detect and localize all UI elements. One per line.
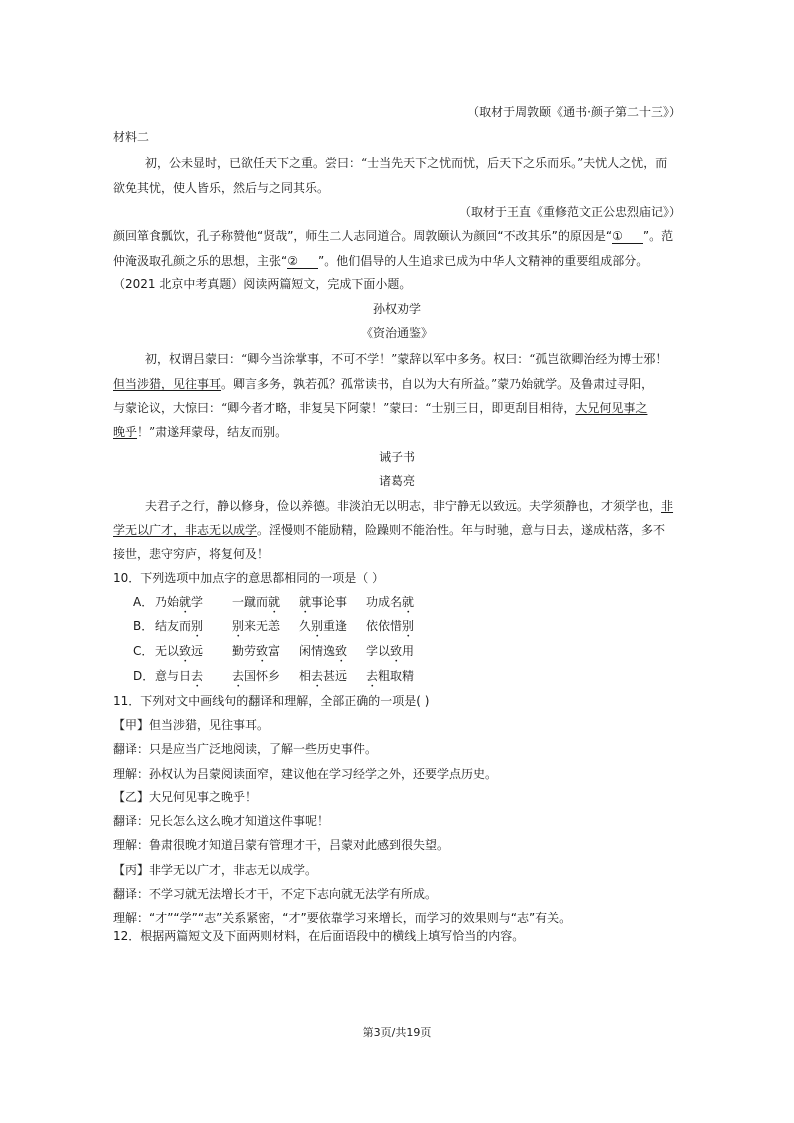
q10-phrase: 去粗取精 <box>366 669 415 683</box>
passage-one-line-4 <box>113 424 287 440</box>
underlined-sentence-yi-part1: 大兄何见事之 <box>575 401 648 415</box>
q10-phrase: 相去甚远 <box>299 669 348 683</box>
passage-two-line-1 <box>145 498 673 514</box>
emphasized-char: 去 <box>366 669 379 683</box>
passage-two-line-3: 接世，悲守穷庐，将复何及！ <box>113 547 270 561</box>
underlined-sentence-jia: 但当涉猎，见往事耳 <box>113 377 222 391</box>
page-footer: 第3页/共19页 <box>362 1026 432 1039</box>
reading-intro: （2021 北京中考真题）阅读两篇短文，完成下面小题。 <box>113 277 412 291</box>
q10-phrase: 意与日去 <box>155 669 204 683</box>
q11-row: 理解：鲁肃很晚才知道吕蒙有管理才干，吕蒙对此感到很失望。 <box>113 838 450 852</box>
passage-one-source: 《资治通鉴》 <box>360 326 433 340</box>
q10-phrase: 闲情逸致 <box>299 644 348 658</box>
underlined-sentence-bing-part1: 非 <box>661 499 674 513</box>
q11-row: 理解：“才”“学”“志”关系紧密，“才”要依靠学习来增长，而学习的效果则与“志”有关。 <box>113 911 572 925</box>
emphasized-char: 别 <box>232 619 245 633</box>
fill-blank-2: ② <box>287 254 318 269</box>
q10-phrase: 别来无恙 <box>232 619 281 633</box>
q10-phrase: 勤劳致富 <box>232 644 281 658</box>
q10-phrase: 学以致用 <box>366 644 415 658</box>
q10-phrase: 就事论事 <box>299 595 348 609</box>
q10-phrase: 结友而别 <box>155 619 204 633</box>
material-two-label: 材料二 <box>113 130 150 144</box>
passage-one-line-3 <box>113 400 647 416</box>
passage-one-line-4-rest: ！”肃遂拜蒙母，结友而别。 <box>137 425 288 439</box>
q11-row: 翻译：兄长怎么这么晚才知道这件事呢！ <box>113 814 330 828</box>
fill-paragraph-line-1 <box>113 228 673 244</box>
passage-one-title: 孙权劝学 <box>372 302 421 316</box>
passage-two-title: 诫子书 <box>378 450 415 464</box>
passage-two-line-2 <box>113 522 665 538</box>
passage-one-line-2 <box>113 376 653 392</box>
q11-row: 【甲】但当涉猎，见往事耳。 <box>113 718 270 732</box>
passage-two-line-1-text: 夫君子之行，静以修身，俭以养德。非淡泊无以明志，非宁静无以致远。夫学须静也，才须学也， <box>145 499 662 513</box>
question-11: 11．下列对文中画线句的翻译和理解，全部正确的一项是( ) <box>113 694 430 708</box>
underlined-sentence-bing-part2: 学无以广才，非志无以成学 <box>113 523 258 537</box>
emphasized-char: 致 <box>335 644 348 658</box>
fill-paragraph-line-2 <box>113 253 648 269</box>
source-citation-top: （取材于周敦颐《通书·颜子第二十三》） <box>467 105 681 119</box>
material-two-source: （取材于王直《重修范文正公忠烈庙记》） <box>458 205 681 219</box>
material-two-line-2: 欲免其忧，使人皆乐，然后与之同其乐。 <box>113 181 330 195</box>
emphasized-char: 别 <box>311 619 324 633</box>
passage-two-author: 诸葛亮 <box>378 474 415 488</box>
fill-text-1a: 颜回箪食瓢饮，孔子称赞他“贤哉”，师生二人志同道合。周敦颐认为颜回“不改其乐”的原因是“ <box>113 229 613 243</box>
q10-phrase: 乃始就学 <box>155 595 204 609</box>
q10-phrase: 一蹴而就 <box>232 595 281 609</box>
passage-one-line-3-text: 与蒙论议，大惊曰：“卿今者才略，非复吴下阿蒙！”蒙曰：“士别三日，即更刮目相待， <box>113 401 576 415</box>
q11-row: 【乙】大兄何见事之晚乎！ <box>113 790 258 804</box>
passage-one-line-2-rest: 。卿言多务，孰若孤？孤常读书，自以为大有所益。”蒙乃始就学。及鲁肃过寻阳， <box>221 377 654 391</box>
q10-option-label: D． <box>133 669 155 683</box>
q11-row: 翻译：只是应当广泛地阅读，了解一些历史事件。 <box>113 742 378 756</box>
question-10: 10．下列选项中加点字的意思都相同的一项是（ ） <box>113 571 385 585</box>
emphasized-char: 就 <box>299 595 312 609</box>
q10-phrase: 无以致远 <box>155 644 204 658</box>
q10-phrase: 依依惜别 <box>366 619 415 633</box>
fill-text-2a: 仲淹汲取孔颜之乐的思想，主张“ <box>113 254 288 268</box>
emphasized-char: 就 <box>268 595 281 609</box>
emphasized-char: 致 <box>179 644 192 658</box>
emphasized-char: 去 <box>191 669 204 683</box>
emphasized-char: 去 <box>232 669 245 683</box>
fill-text-2b: ”。他们倡导的人生追求已成为中华人文精神的重要组成部分。 <box>317 254 649 268</box>
q10-phrase: 功成名就 <box>366 595 415 609</box>
emphasized-char: 就 <box>179 595 192 609</box>
fill-text-1b: ”。范 <box>642 229 674 243</box>
emphasized-char: 别 <box>191 619 204 633</box>
q10-phrase: 去国怀乡 <box>232 669 281 683</box>
q10-phrase: 久别重逢 <box>299 619 348 633</box>
material-two-line-1: 初，公未显时，已欲任天下之重。尝曰：“士当先天下之忧而忧，后天下之乐而乐。”夫忧人之忧，而 <box>145 156 668 170</box>
underlined-sentence-yi-part2: 晚乎 <box>113 425 138 439</box>
emphasized-char: 别 <box>402 619 415 633</box>
q10-option-label: B． <box>133 619 154 633</box>
q11-row: 理解：孙权认为吕蒙阅读面窄，建议他在学习经学之外，还要学点历史。 <box>113 767 498 781</box>
emphasized-char: 致 <box>256 644 269 658</box>
emphasized-char: 致 <box>390 644 403 658</box>
emphasized-char: 去 <box>311 669 324 683</box>
passage-one-line-1: 初，权谓吕蒙曰：“卿今当涂掌事，不可不学！”蒙辞以军中多务。权曰：“孤岂欲卿治经为博士邪！ <box>145 352 668 366</box>
q10-option-label: C． <box>133 644 154 658</box>
q11-row: 【丙】非学无以广才，非志无以成学。 <box>113 863 318 877</box>
passage-two-line-2-rest: 。淫慢则不能励精，险躁则不能治性。年与时驰，意与日去，遂成枯落，多不 <box>257 523 666 537</box>
question-12: 12．根据两篇短文及下面两则材料，在后面语段中的横线上填写恰当的内容。 <box>113 929 525 943</box>
q11-row: 翻译：不学习就无法增长才干，不定下志向就无法学有所成。 <box>113 887 438 901</box>
fill-blank-1: ① <box>612 229 643 244</box>
q10-option-label: A． <box>133 595 154 609</box>
emphasized-char: 就 <box>402 595 415 609</box>
